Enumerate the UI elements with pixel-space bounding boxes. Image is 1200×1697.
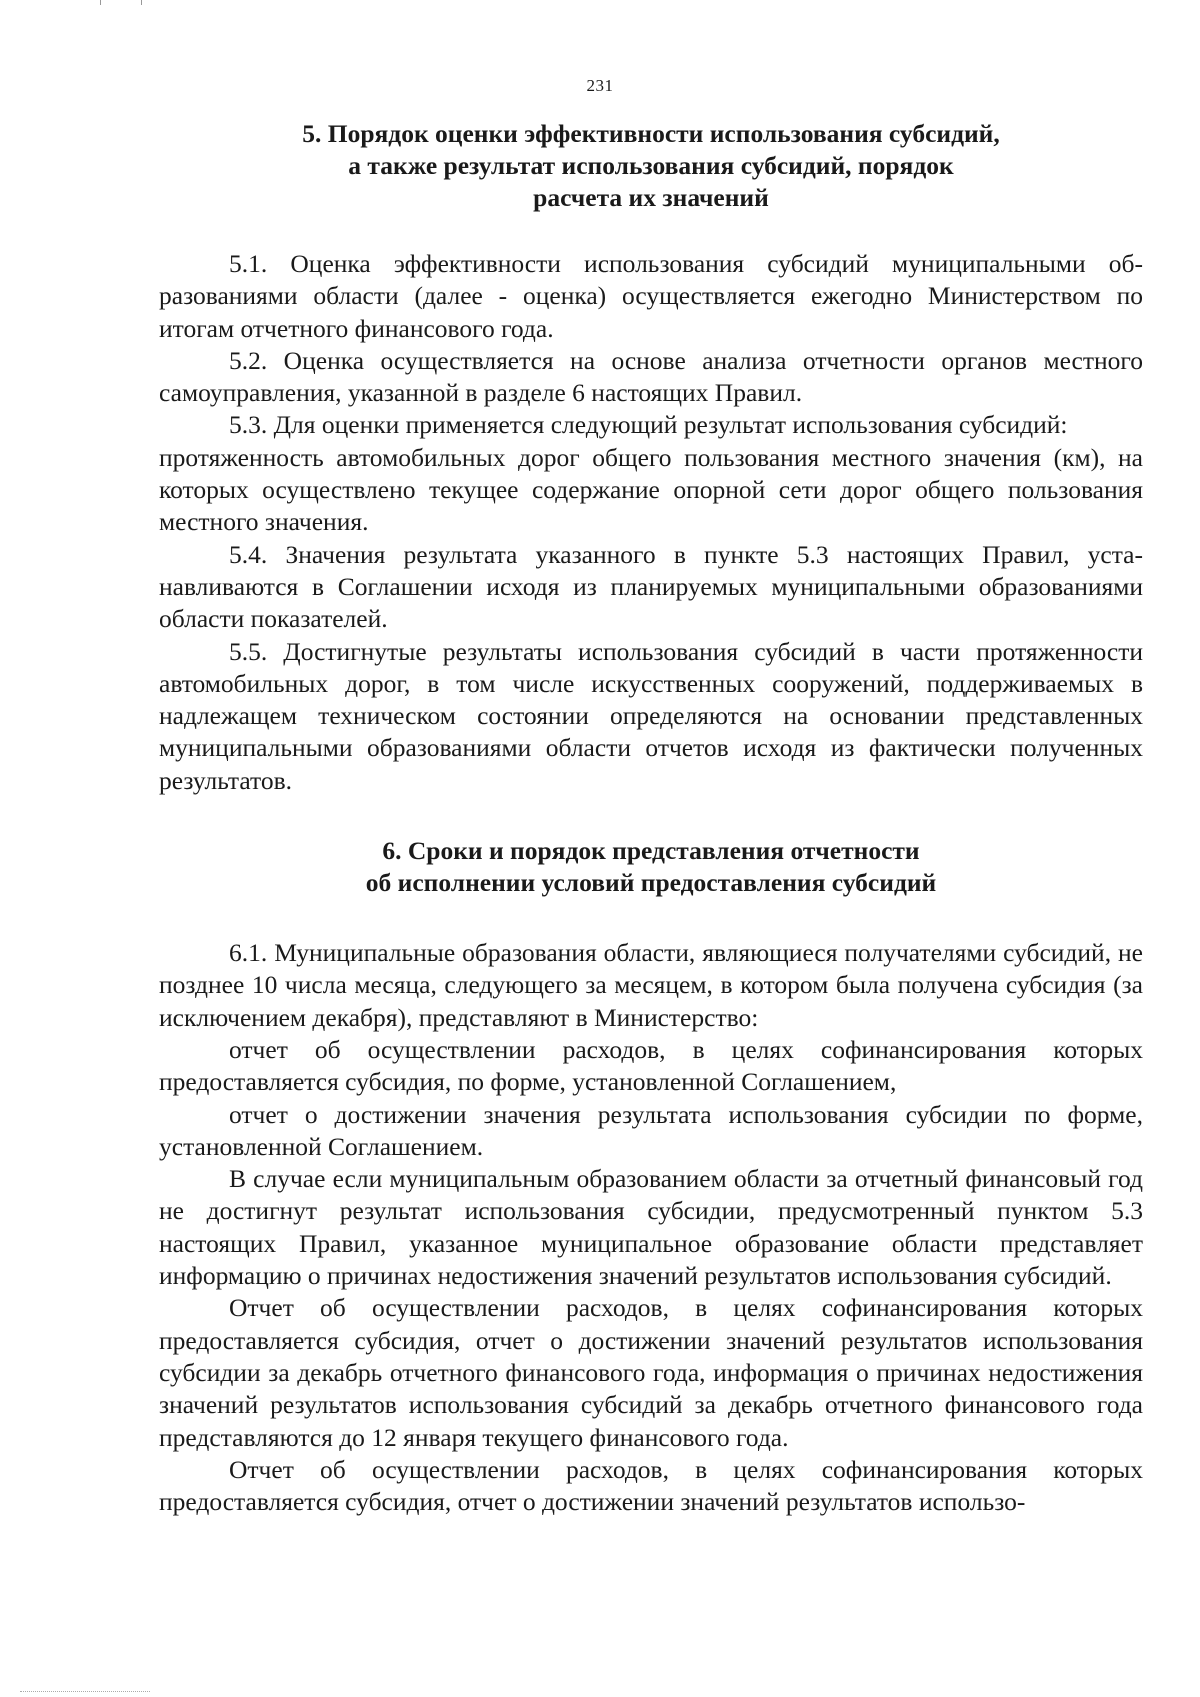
paragraph-6-1: 6.1. Муниципальные образования области, являющиеся получателями субсидий, не позднее 10 числа месяца, следующего за месяцем, в котором была получена субсидия (за исключением декабря), представляют в Министерство:: [159, 938, 1143, 1032]
document-body: [159, 118, 1143, 1518]
paragraph-5-4: 5.4. Значения результата указанного в пункте 5.3 настоящих Правил, устанавливаются в Соглашении исходя из планируемых муниципальными образованиями области показателей.: [159, 539, 1143, 634]
paragraph-5-3-result: протяженность автомобильных дорог общего пользования местного значения (км), на которых осуществлено текущее содержание опорной сети дорог общего пользования местного значения.: [159, 442, 1143, 537]
paragraph-5-1: 5.1. Оценка эффективности использования субсидий муниципальными образованиями области (далее - оценка) осуществляется ежегодно Министерством по итогам отчетного финансового года.: [159, 249, 1143, 343]
scan-edge-mark-bottom: [20, 1691, 150, 1695]
section-5-heading: [159, 118, 1143, 214]
section-5-heading-line: 5. Порядок оценки эффективности использования субсидий,: [302, 119, 1000, 148]
paragraph-6-1-non-achievement: В случае если муниципальным образованием области за отчетный финансовый год не достигнут результат использования субсидии, предусмотренный пунктом 5.3 настоящих Правил, указанное муниципальное образование области представляет информацию о причинах недостижения значений результатов использования субсидий.: [159, 1164, 1143, 1291]
page-number: 231: [586, 76, 614, 95]
section-6-heading: [159, 835, 1143, 899]
paragraph-6-1-continued: Отчет об осуществлении расходов, в целях софинансирования которых предоставляется субсидия, отчет о достижении значений результатов использо-: [159, 1454, 1143, 1517]
section-6-heading-line: 6. Сроки и порядок представления отчетности: [382, 836, 920, 866]
paragraph-5-2: 5.2. Оценка осуществляется на основе анализа отчетности органов местного самоуправления, указанной в разделе 6 настоящих Правил.: [159, 345, 1143, 408]
paragraph-5-3: 5.3. Для оценки применяется следующий результат использования субсидий:: [229, 410, 1068, 440]
paragraph-5-5: 5.5. Достигнутые результаты использования субсидий в части протяженности автомобильных дорог, в том числе искусственных сооружений, поддерживаемых в надлежащем техническом состоянии определяются на основании представленных муниципальными образованиями области отчетов исходя из фактически полученных результатов.: [159, 636, 1143, 795]
section-5-heading-line: а также результат использования субсидий, порядок: [348, 151, 954, 180]
paragraph-6-1-result-report: отчет о достижении значения результата использования субсидии по форме, установленной Соглашением.: [159, 1099, 1143, 1161]
section-6-heading-line: об исполнении условий предоставления субсидий: [365, 868, 937, 898]
paragraph-6-1-expense-report: отчет об осуществлении расходов, в целях софинансирования которых предоставляется субсидия, по форме, установленной Соглашением,: [159, 1034, 1143, 1097]
paragraph-6-1-december-reports: Отчет об осуществлении расходов, в целях софинансирования которых предоставляется субсидия, отчет о достижении значений результатов использования субсидии за декабрь отчетного финансового года, информация о причинах недостижения значений результатов использования субсидий за декабрь отчетного финансового года представляются до 12 января текущего финансового года.: [159, 1293, 1143, 1452]
section-5-heading-line: расчета их значений: [533, 183, 769, 212]
scan-edge-mark-top: [100, 0, 142, 5]
